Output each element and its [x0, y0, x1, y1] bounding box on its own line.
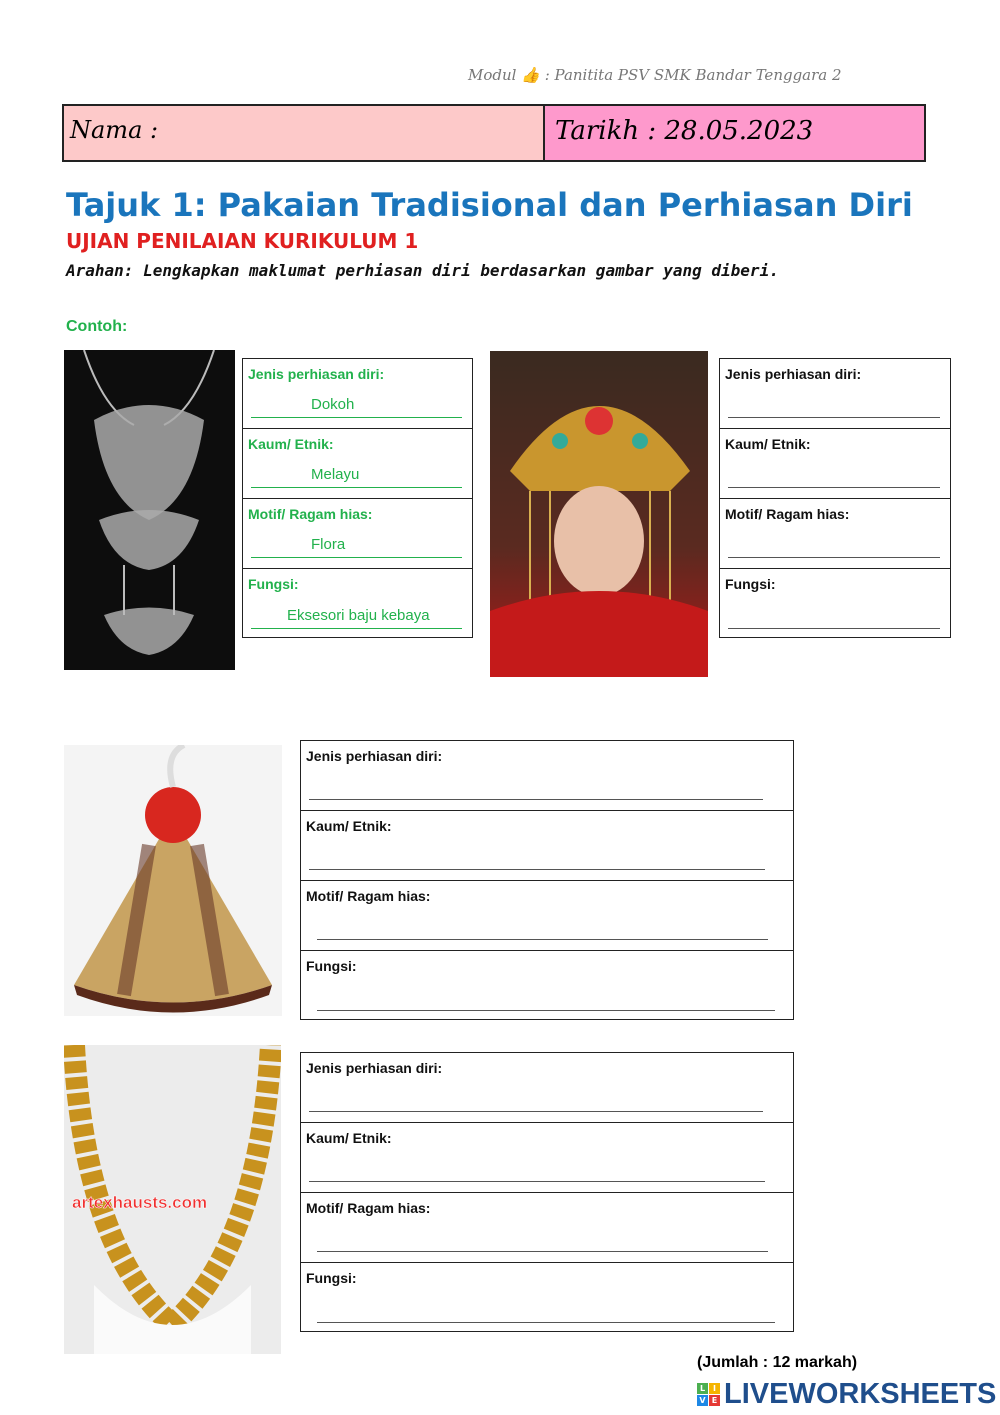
label-jenis: Jenis perhiasan diri:: [725, 366, 862, 382]
answer-kaum-input[interactable]: [309, 848, 765, 870]
label-kaum: Kaum/ Etnik:: [725, 436, 811, 452]
row-kaum: [720, 429, 950, 499]
label-jenis: Jenis perhiasan diri:: [306, 748, 443, 764]
row-jenis: [720, 359, 950, 429]
answer-table-2: [300, 740, 794, 1020]
logo-letter: I: [709, 1383, 720, 1394]
answer-motif-input[interactable]: [317, 918, 768, 940]
instruction: Arahan: Lengkapkan maklumat perhiasan diri berdasarkan gambar yang diberi.: [66, 261, 779, 280]
label-motif: Motif/ Ragam hias:: [725, 506, 850, 522]
name-field[interactable]: [64, 106, 545, 160]
date-field: [545, 106, 924, 160]
row-kaum: [301, 811, 793, 881]
date-label: Tarikh :: [555, 116, 657, 146]
label-jenis: Jenis perhiasan diri:: [248, 366, 385, 382]
row-kaum: [243, 429, 472, 499]
module-credit: [468, 66, 842, 84]
modul-label: Modul: [468, 66, 517, 84]
row-fungsi: [720, 569, 950, 639]
logo-squares-icon: [697, 1383, 720, 1406]
label-fungsi: Fungsi:: [248, 576, 299, 592]
name-label: Nama :: [70, 116, 159, 144]
answer-kaum-input[interactable]: [309, 1160, 765, 1182]
image-watermark: artexhausts.com: [72, 1193, 208, 1212]
example-answer-table: [242, 358, 473, 638]
row-kaum: [301, 1123, 793, 1193]
answer-motif-input[interactable]: [317, 1230, 768, 1252]
label-fungsi: Fungsi:: [306, 958, 357, 974]
label-motif: Motif/ Ragam hias:: [248, 506, 373, 522]
answer-jenis: Dokoh: [251, 396, 462, 418]
label-motif: Motif/ Ragam hias:: [306, 1200, 431, 1216]
label-kaum: Kaum/ Etnik:: [306, 818, 392, 834]
logo-letter: E: [709, 1395, 720, 1406]
page-title: Tajuk 1: Pakaian Tradisional dan Perhiasan Diri: [66, 186, 913, 224]
total-marks: (Jumlah : 12 markah): [697, 1354, 858, 1371]
answer-motif: Flora: [251, 536, 462, 558]
row-fungsi: [243, 569, 472, 639]
row-jenis: [301, 741, 793, 811]
answer-fungsi-input[interactable]: [317, 989, 775, 1011]
subtitle: UJIAN PENILAIAN KURIKULUM 1: [66, 229, 419, 253]
logo-text: LIVEWORKSHEETS: [724, 1378, 997, 1410]
row-motif: [720, 499, 950, 569]
answer-fungsi-input[interactable]: [317, 1301, 775, 1323]
gold-necklace-image: [64, 1045, 281, 1354]
answer-fungsi: Eksesori baju kebaya: [251, 607, 462, 629]
row-motif: [243, 499, 472, 569]
row-motif: [301, 881, 793, 951]
row-jenis: [301, 1053, 793, 1123]
answer-table-3: [300, 1052, 794, 1332]
thumbs-up-icon: 👍: [521, 66, 540, 84]
name-date-box: [62, 104, 926, 162]
row-fungsi: [301, 1263, 793, 1333]
example-label: Contoh:: [66, 318, 128, 335]
dokoh-necklace-image: [64, 350, 235, 670]
row-fungsi: [301, 951, 793, 1021]
date-value: 28.05.2023: [664, 116, 814, 146]
label-kaum: Kaum/ Etnik:: [248, 436, 334, 452]
label-fungsi: Fungsi:: [306, 1270, 357, 1286]
answer-jenis-input[interactable]: [309, 1090, 763, 1112]
row-motif: [301, 1193, 793, 1263]
logo-letter: V: [697, 1395, 708, 1406]
row-jenis: [243, 359, 472, 429]
label-kaum: Kaum/ Etnik:: [306, 1130, 392, 1146]
answer-fungsi-input[interactable]: [728, 607, 940, 629]
label-jenis: Jenis perhiasan diri:: [306, 1060, 443, 1076]
answer-jenis-input[interactable]: [728, 396, 940, 418]
answer-kaum-input[interactable]: [728, 466, 940, 488]
answer-kaum: Melayu: [251, 466, 462, 488]
answer-table-1: [719, 358, 951, 638]
bridal-headdress-image: [490, 351, 708, 677]
conical-hat-image: [64, 745, 282, 1016]
credit-text: : Panitita PSV SMK Bandar Tenggara 2: [544, 66, 842, 84]
label-fungsi: Fungsi:: [725, 576, 776, 592]
liveworksheets-logo: [697, 1378, 996, 1411]
answer-jenis-input[interactable]: [309, 778, 763, 800]
logo-letter: L: [697, 1383, 708, 1394]
label-motif: Motif/ Ragam hias:: [306, 888, 431, 904]
answer-motif-input[interactable]: [728, 536, 940, 558]
